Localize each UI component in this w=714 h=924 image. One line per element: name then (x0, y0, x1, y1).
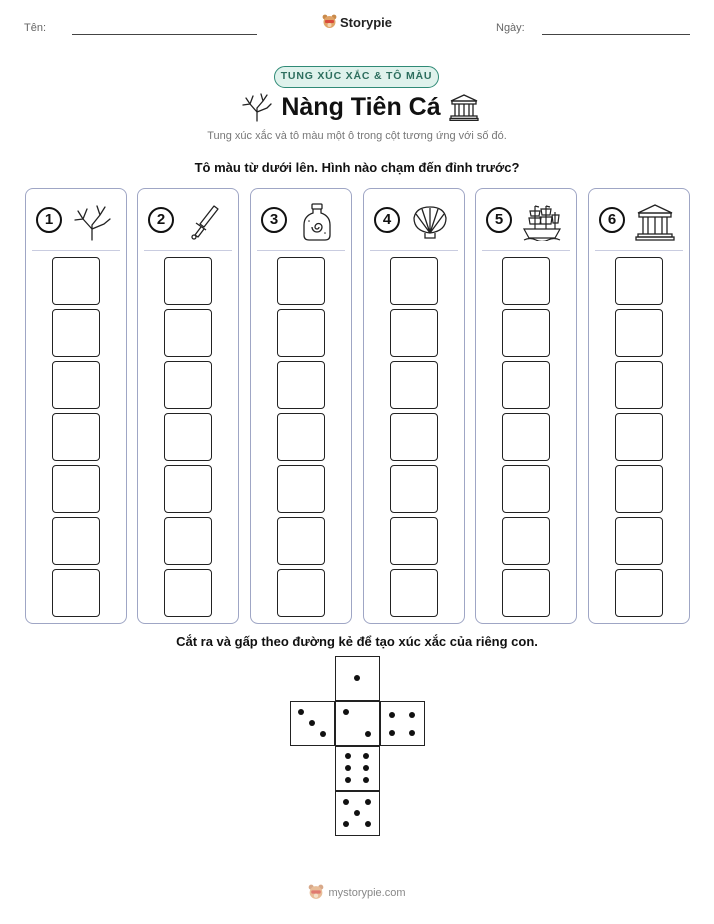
pip (363, 777, 369, 783)
color-cell[interactable] (164, 465, 212, 513)
color-cell[interactable] (615, 569, 663, 617)
pip (354, 810, 360, 816)
color-cell[interactable] (615, 309, 663, 357)
pip (343, 799, 349, 805)
color-cell[interactable] (164, 361, 212, 409)
number-badge: 2 (148, 207, 174, 233)
color-cell[interactable] (277, 569, 325, 617)
color-cell[interactable] (277, 257, 325, 305)
column-header (486, 203, 566, 241)
column-2 (137, 188, 239, 624)
column-1 (25, 188, 127, 624)
coral-icon (72, 203, 112, 241)
brand-name: Storypie (340, 14, 393, 30)
column-5 (475, 188, 577, 624)
header-row (0, 14, 714, 44)
color-cell[interactable] (502, 569, 550, 617)
color-cell[interactable] (390, 257, 438, 305)
name-line (72, 34, 257, 35)
ship-icon (522, 203, 562, 241)
column-header (148, 203, 228, 241)
column-divider (257, 250, 345, 251)
pip (345, 777, 351, 783)
dice-face-2 (335, 701, 380, 746)
column-header (261, 203, 341, 241)
pip (409, 730, 415, 736)
column-divider (482, 250, 570, 251)
color-cell[interactable] (277, 361, 325, 409)
instruction-text: Tô màu từ dưới lên. Hình nào chạm đến đỉnh trước? (194, 160, 520, 175)
color-cell[interactable] (502, 257, 550, 305)
color-cell[interactable] (502, 413, 550, 461)
dice-net (290, 656, 424, 836)
color-cell[interactable] (390, 413, 438, 461)
page-title (230, 92, 490, 122)
pip (345, 753, 351, 759)
color-cell[interactable] (390, 517, 438, 565)
column-4 (363, 188, 465, 624)
pip (343, 821, 349, 827)
number-badge: 5 (486, 207, 512, 233)
column-header (36, 203, 116, 241)
color-cell[interactable] (52, 361, 100, 409)
pip (389, 730, 395, 736)
color-cell[interactable] (615, 517, 663, 565)
color-cell[interactable] (502, 517, 550, 565)
race-columns (25, 188, 690, 624)
color-cell[interactable] (502, 309, 550, 357)
name-label: Tên: (24, 22, 47, 34)
pip (343, 709, 349, 715)
dice-face-1 (335, 656, 380, 701)
pip (354, 675, 360, 681)
pip (320, 731, 326, 737)
pip (363, 753, 369, 759)
color-cell[interactable] (164, 413, 212, 461)
column-divider (370, 250, 458, 251)
column-header (599, 203, 679, 241)
color-cell[interactable] (615, 413, 663, 461)
color-cell[interactable] (615, 361, 663, 409)
date-line (542, 34, 690, 35)
number-badge: 3 (261, 207, 287, 233)
color-cell[interactable] (277, 309, 325, 357)
color-cell[interactable] (390, 569, 438, 617)
color-cell[interactable] (502, 361, 550, 409)
footer-url[interactable]: mystorypie.com (328, 886, 406, 899)
number-badge: 6 (599, 207, 625, 233)
color-cell[interactable] (164, 569, 212, 617)
number-badge: 1 (36, 207, 62, 233)
palace-icon (635, 203, 675, 241)
pip (365, 799, 371, 805)
dice-face-4 (380, 701, 425, 746)
potion-bottle-icon (297, 203, 337, 241)
column-3 (250, 188, 352, 624)
pip (345, 765, 351, 771)
date-label: Ngày: (496, 22, 525, 34)
color-cell[interactable] (615, 465, 663, 513)
color-cell[interactable] (52, 257, 100, 305)
color-cell[interactable] (52, 309, 100, 357)
color-cell[interactable] (390, 361, 438, 409)
color-cell[interactable] (164, 257, 212, 305)
color-cell[interactable] (164, 517, 212, 565)
subtitle: Tung xúc xắc và tô màu một ô trong cột tương ứng với số đó. (207, 130, 507, 142)
color-cell[interactable] (52, 517, 100, 565)
color-cell[interactable] (52, 569, 100, 617)
pip (309, 720, 315, 726)
column-divider (595, 250, 683, 251)
column-divider (144, 250, 232, 251)
seashell-icon (410, 203, 450, 241)
title-text: Nàng Tiên Cá (281, 92, 441, 121)
pip (365, 821, 371, 827)
dagger-icon (184, 203, 224, 241)
pip (363, 765, 369, 771)
activity-badge: TUNG XÚC XẮC & TÔ MÀU (274, 66, 439, 88)
footer (0, 884, 714, 901)
bear-icon (322, 14, 337, 30)
brand-logo (322, 14, 392, 30)
dice-face-6 (335, 746, 380, 791)
column-divider (32, 250, 120, 251)
dice-face-3 (290, 701, 335, 746)
color-cell[interactable] (164, 309, 212, 357)
bear-icon (308, 884, 324, 901)
pip (409, 712, 415, 718)
color-cell[interactable] (502, 465, 550, 513)
number-badge: 4 (374, 207, 400, 233)
coral-icon (241, 92, 273, 122)
palace-icon (449, 93, 479, 121)
color-cell[interactable] (277, 517, 325, 565)
pip (365, 731, 371, 737)
cut-instruction: Cắt ra và gấp theo đường kẻ để tạo xúc xắc của riêng con. (176, 634, 538, 649)
dice-face-5 (335, 791, 380, 836)
color-cell[interactable] (277, 465, 325, 513)
color-cell[interactable] (52, 413, 100, 461)
color-cell[interactable] (277, 413, 325, 461)
pip (298, 709, 304, 715)
color-cell[interactable] (52, 465, 100, 513)
color-cell[interactable] (390, 465, 438, 513)
color-cell[interactable] (615, 257, 663, 305)
column-6 (588, 188, 690, 624)
pip (389, 712, 395, 718)
column-header (374, 203, 454, 241)
color-cell[interactable] (390, 309, 438, 357)
